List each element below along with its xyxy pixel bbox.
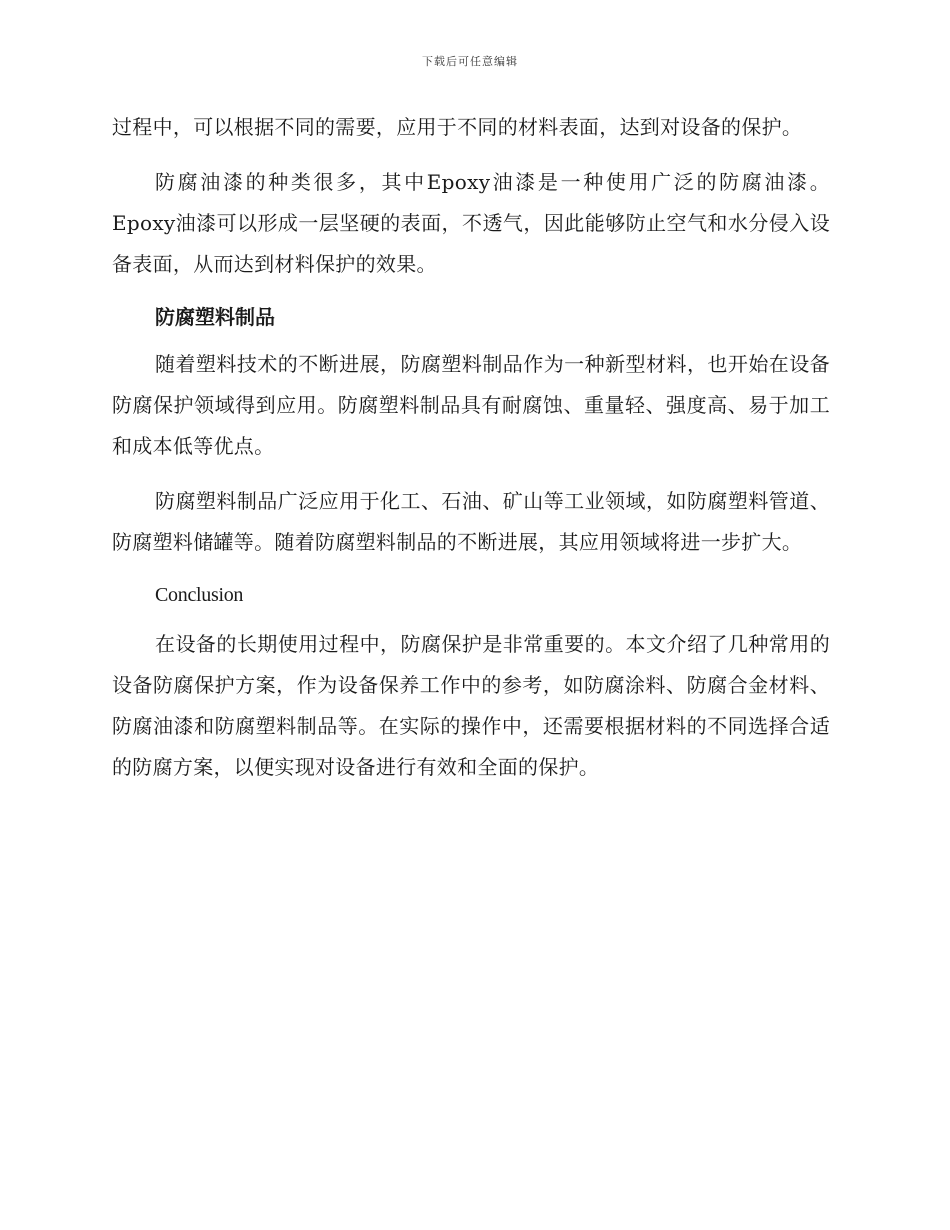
paragraph-plastic-intro: 随着塑料技术的不断进展，防腐塑料制品作为一种新型材料，也开始在设备防腐保护领域得到应用。防腐塑料制品具有耐腐蚀、重量轻、强度高、易于加工和成本低等优点。 [112,352,830,458]
paragraph-conclusion: 在设备的长期使用过程中，防腐保护是非常重要的。本文介绍了几种常用的设备防腐保护方案，作为设备保养工作中的参考，如防腐涂料、防腐合金材料、防腐油漆和防腐塑料制品等。在实际的操作中，还需要根据材料的不同选择合适的防腐方案，以便实现对设备进行有效和全面的保护。 [112,632,830,779]
section-heading-plastic-products: 防腐塑料制品 [155,305,275,329]
document-body [112,107,830,802]
section-heading-conclusion: Conclusion [155,584,244,606]
paragraph-epoxy-paint: 防腐油漆的种类很多，其中Epoxy油漆是一种使用广泛的防腐油漆。Epoxy油漆可以形成一层坚硬的表面，不透气，因此能够防止空气和水分侵入设备表面，从而达到材料保护的效果。 [112,170,830,276]
page-header: 下载后可任意编辑 [422,55,518,68]
paragraph-plastic-applications: 防腐塑料制品广泛应用于化工、石油、矿山等工业领域，如防腐塑料管道、防腐塑料储罐等。随着防腐塑料制品的不断进展，其应用领域将进一步扩大。 [112,489,830,554]
paragraph-continued: 过程中，可以根据不同的需要，应用于不同的材料表面，达到对设备的保护。 [112,115,803,139]
